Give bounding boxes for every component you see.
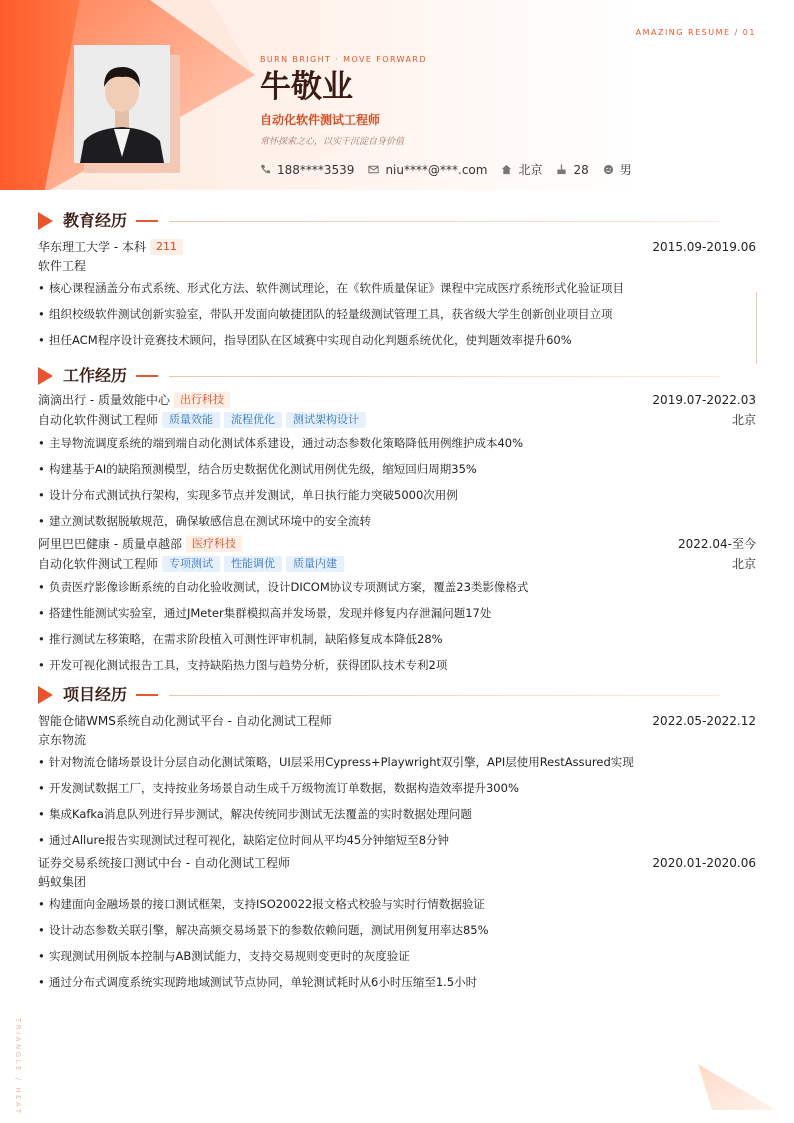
phone-text: 188****3539 bbox=[277, 162, 355, 177]
list-item: • 实现测试用例版本控制与AB测试能力，支持交易规则变更时的灰度验证 bbox=[38, 943, 756, 969]
phone-icon bbox=[260, 164, 271, 175]
project-period: 2022.05-2022.12 bbox=[652, 714, 756, 728]
smile-icon bbox=[603, 164, 614, 175]
work-period: 2022.04-至今 bbox=[678, 537, 756, 551]
major: 软件工程 bbox=[38, 259, 87, 273]
section-title: 工作经历 bbox=[63, 366, 128, 385]
section-title: 项目经历 bbox=[63, 685, 128, 704]
home-icon bbox=[501, 164, 512, 175]
section-header bbox=[38, 364, 756, 388]
triangle-icon bbox=[38, 212, 53, 230]
list-item: • 设计分布式测试执行架构，实现多节点并发测试，单日执行能力突破5000次用例 bbox=[38, 482, 756, 508]
project-name: 证券交易系统接口测试中台 - 自动化测试工程师 bbox=[38, 856, 290, 870]
corner-tag: AMAZING RESUME / 01 bbox=[635, 28, 756, 37]
work-bullets bbox=[38, 574, 756, 678]
job-role: 自动化软件测试工程师 bbox=[260, 113, 381, 127]
industry-tag: 出行科技 bbox=[174, 392, 230, 408]
motto: BURN BRIGHT · MOVE FORWARD bbox=[260, 55, 427, 64]
list-item: • 通过分布式调度系统实现跨地域测试节点协同，单轮测试耗时从6小时压缩至1.5小时 bbox=[38, 969, 756, 995]
mail-icon bbox=[368, 164, 379, 175]
corner-triangle-decoration bbox=[690, 1060, 780, 1115]
project-period: 2020.01-2020.06 bbox=[652, 856, 756, 870]
contact-city bbox=[501, 161, 542, 178]
list-item: • 搭建性能测试实验室，通过JMeter集群模拟高并发场景，发现并修复内存泄漏问题17处 bbox=[38, 600, 756, 626]
side-accent-line bbox=[756, 292, 757, 364]
school-name: 华东理工大学 - 本科 bbox=[38, 240, 146, 254]
list-item: • 开发测试数据工厂，支持按业务场景自动生成千万级物流订单数据，数据构造效率提升300% bbox=[38, 775, 756, 801]
gender-text: 男 bbox=[619, 163, 632, 177]
work-row bbox=[38, 390, 756, 410]
skill-tag: 流程优化 bbox=[224, 412, 282, 428]
title-dash bbox=[136, 694, 158, 696]
section-title: 教育经历 bbox=[63, 211, 128, 230]
contact-email bbox=[368, 161, 487, 178]
contact-age bbox=[556, 161, 588, 178]
list-item: • 通过Allure报告实现测试过程可视化，缺陷定位时间从平均45分钟缩短至8分钟 bbox=[38, 827, 756, 853]
work-row bbox=[38, 534, 756, 554]
vertical-watermark: TRIANGLE / HEAT bbox=[14, 1018, 22, 1116]
skill-tag: 专项测试 bbox=[162, 556, 220, 572]
education-section bbox=[38, 209, 756, 353]
section-header bbox=[38, 683, 756, 707]
avatar bbox=[74, 45, 170, 163]
project-org: 蚂蚁集团 bbox=[38, 875, 87, 889]
section-header bbox=[38, 209, 756, 233]
company-name: 阿里巴巴健康 - 质量卓越部 bbox=[38, 537, 182, 551]
skill-tag: 性能调优 bbox=[224, 556, 282, 572]
list-item: • 针对物流仓储场景设计分层自动化测试策略，UI层采用Cypress+Playwright双引擎，API层使用RestAssured实现 bbox=[38, 749, 756, 775]
list-item: • 构建面向金融场景的接口测试框架，支持ISO20022报文格式校验与实时行情数据验证 bbox=[38, 891, 756, 917]
list-item: • 负责医疗影像诊断系统的自动化验收测试，设计DICOM协议专项测试方案，覆盖23类影像格式 bbox=[38, 574, 756, 600]
list-item: • 集成Kafka消息队列进行异步测试，解决传统同步测试无法覆盖的实时数据处理问题 bbox=[38, 801, 756, 827]
projects-section bbox=[38, 683, 756, 995]
list-item: • 核心课程涵盖分布式系统、形式化方法、软件测试理论，在《软件质量保证》课程中完成医疗系统形式化验证项目 bbox=[38, 275, 756, 301]
title-dash bbox=[136, 375, 158, 377]
title-dash bbox=[136, 220, 158, 222]
title-rule bbox=[169, 695, 719, 696]
email-text: niu****@***.com bbox=[385, 162, 488, 177]
skill-tag: 测试架构设计 bbox=[286, 412, 366, 428]
contact-bar bbox=[260, 161, 632, 178]
project-bullets bbox=[38, 891, 756, 995]
work-city: 北京 bbox=[731, 557, 756, 571]
cake-icon bbox=[556, 164, 567, 175]
position-title: 自动化软件测试工程师 bbox=[38, 413, 159, 427]
contact-phone bbox=[260, 161, 354, 178]
list-item: • 推行测试左移策略，在需求阶段植入可测性评审机制，缺陷修复成本降低28% bbox=[38, 626, 756, 652]
work-section bbox=[38, 364, 756, 678]
education-row bbox=[38, 237, 756, 257]
project-row bbox=[38, 711, 756, 731]
skill-tag: 质量内建 bbox=[286, 556, 344, 572]
work-bullets bbox=[38, 430, 756, 534]
project-row bbox=[38, 853, 756, 873]
project-bullets bbox=[38, 749, 756, 853]
school-tag: 211 bbox=[150, 239, 183, 255]
project-org: 京东物流 bbox=[38, 733, 87, 747]
position-title: 自动化软件测试工程师 bbox=[38, 557, 159, 571]
work-period: 2019.07-2022.03 bbox=[652, 393, 756, 407]
list-item: • 构建基于AI的缺陷预测模型，结合历史数据优化测试用例优先级，缩短回归周期35% bbox=[38, 456, 756, 482]
project-name: 智能仓储WMS系统自动化测试平台 - 自动化测试工程师 bbox=[38, 714, 332, 728]
triangle-icon bbox=[38, 367, 53, 385]
list-item: • 组织校级软件测试创新实验室，带队开发面向敏捷团队的轻量级测试管理工具，获省级大学生创新创业项目立项 bbox=[38, 301, 756, 327]
list-item: • 开发可视化测试报告工具，支持缺陷热力图与趋势分析，获得团队技术专利2项 bbox=[38, 652, 756, 678]
education-period: 2015.09-2019.06 bbox=[652, 240, 756, 254]
position-row bbox=[38, 554, 756, 574]
triangle-icon bbox=[38, 686, 53, 704]
company-name: 滴滴出行 - 质量效能中心 bbox=[38, 393, 170, 407]
title-rule bbox=[169, 376, 719, 377]
list-item: • 主导物流调度系统的端到端自动化测试体系建设，通过动态参数化策略降低用例维护成本40% bbox=[38, 430, 756, 456]
person-name: 牛敬业 bbox=[260, 69, 353, 105]
work-city: 北京 bbox=[731, 413, 756, 427]
education-bullets bbox=[38, 275, 756, 353]
contact-gender bbox=[603, 161, 632, 178]
tagline: 常怀探索之心，以实干沉淀自身价值 bbox=[260, 137, 405, 147]
list-item: • 建立测试数据脱敏规范，确保敏感信息在测试环境中的安全流转 bbox=[38, 508, 756, 534]
city-text: 北京 bbox=[518, 163, 543, 177]
skill-tag: 质量效能 bbox=[162, 412, 220, 428]
title-rule bbox=[169, 221, 719, 222]
list-item: • 设计动态参数关联引擎，解决高频交易场景下的参数依赖问题，测试用例复用率达85% bbox=[38, 917, 756, 943]
position-row bbox=[38, 410, 756, 430]
industry-tag: 医疗科技 bbox=[186, 536, 242, 552]
age-text: 28 bbox=[573, 162, 589, 177]
list-item: • 担任ACM程序设计竞赛技术顾问，指导团队在区域赛中实现自动化判题系统优化，使判题效率提升60% bbox=[38, 327, 756, 353]
